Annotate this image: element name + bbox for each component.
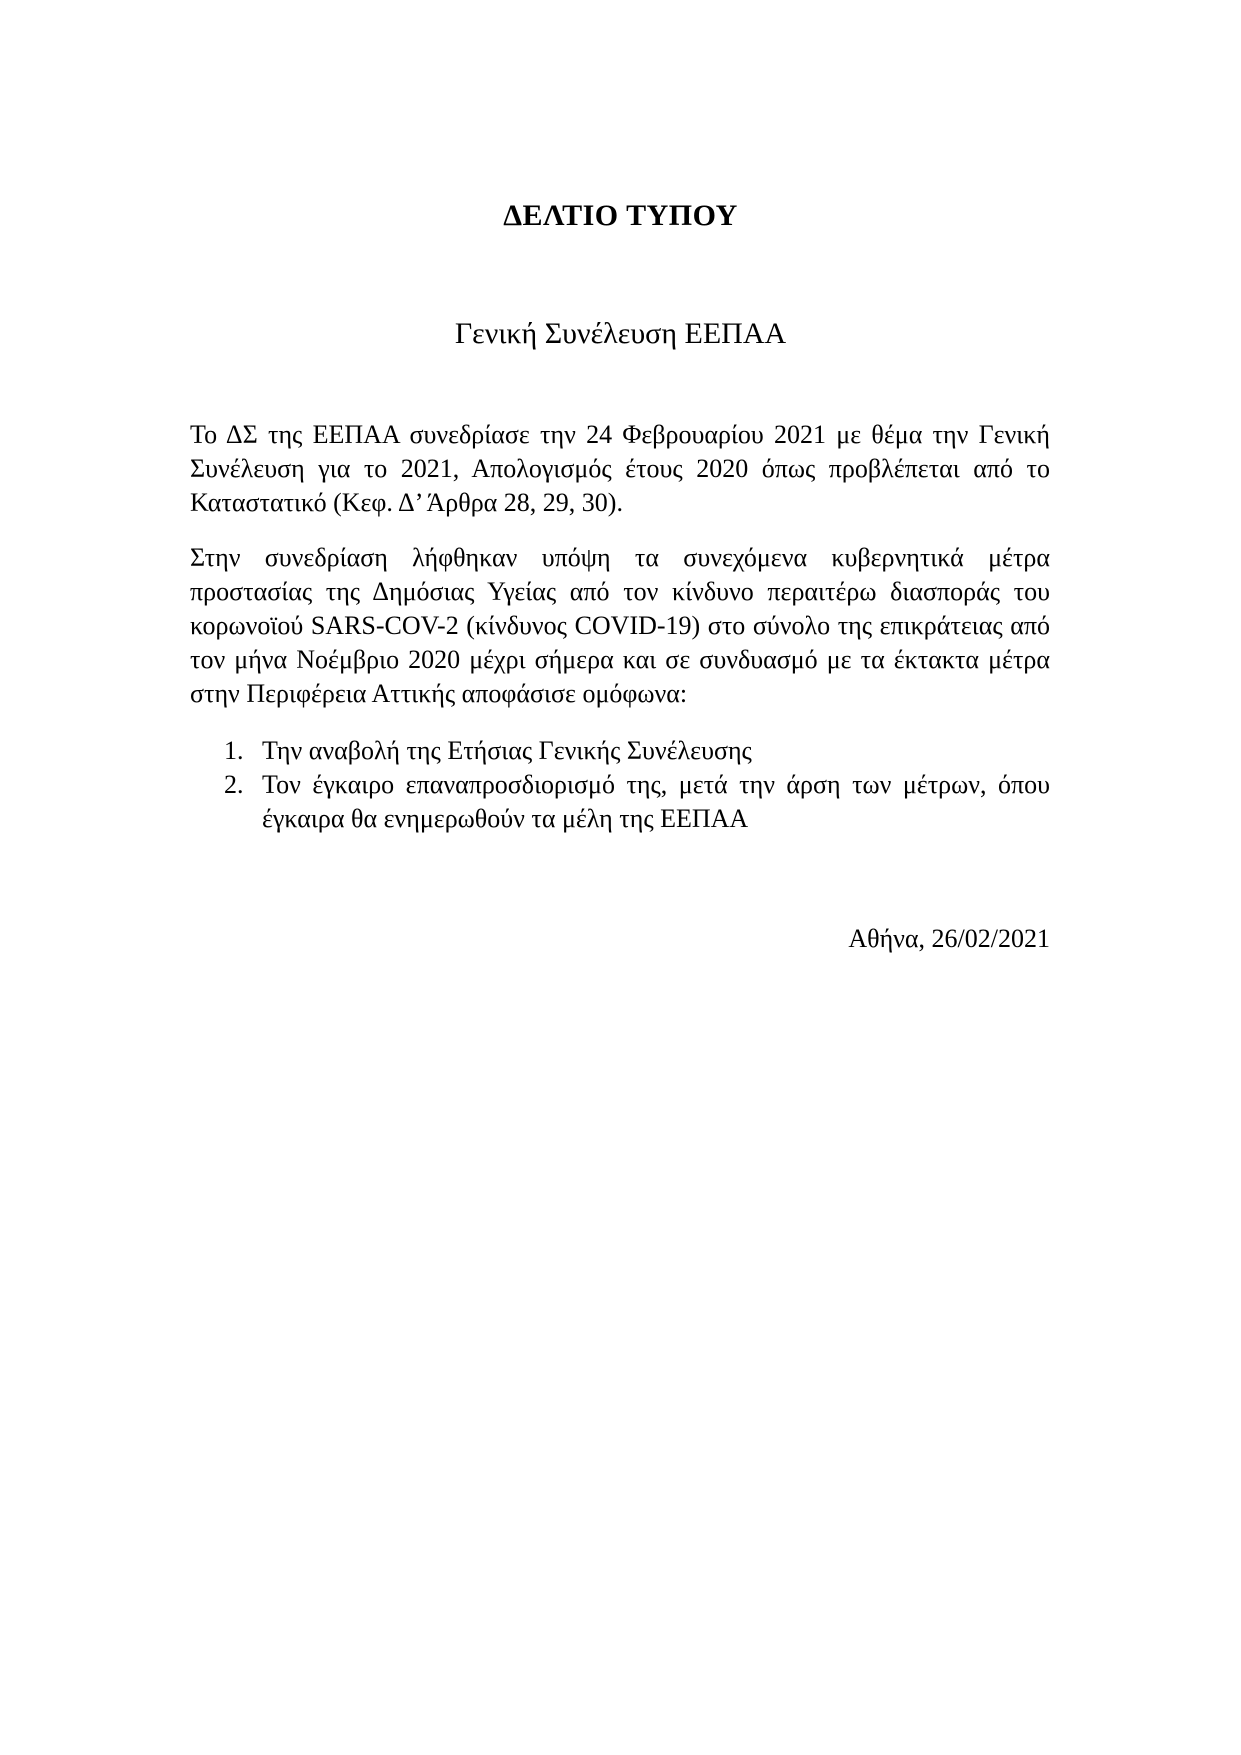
decision-list	[190, 734, 1050, 836]
list-item	[190, 768, 1050, 836]
paragraph-decision: Στην συνεδρίαση λήφθηκαν υπόψη τα συνεχόμενα κυβερνητικά μέτρα προστασίας της Δημόσιας Υγείας από τον κίνδυνο περαιτέρω διασποράς του κορωνοϊού SARS-COV-2 (κίνδυνος COVID-19) στο σύνολο της επικράτειας από τον μήνα Νοέμβριο 2020 μέχρι σήμερα και σε συνδυασμό με τα έκτακτα μέτρα στην Περιφέρεια Αττικής αποφάσισε ομόφωνα:	[190, 543, 1050, 708]
list-item-text: Την αναβολή της Ετήσιας Γενικής Συνέλευσης	[262, 736, 752, 765]
list-item	[190, 734, 1050, 768]
document-title: ΔΕΛΤΙΟ ΤΥΠΟΥ	[503, 199, 738, 232]
paragraph-meeting: Το ΔΣ της ΕΕΠΑΑ συνεδρίασε την 24 Φεβρουαρίου 2021 με θέμα την Γενική Συνέλευση για το 2021, Απολογισμός έτους 2020 όπως προβλέπεται από το Καταστατικό (Κεφ. Δ’ Άρθρα 28, 29, 30).	[190, 420, 1050, 517]
list-item-number: 2.	[224, 770, 244, 799]
document-subtitle: Γενική Συνέλευση ΕΕΠΑΑ	[454, 317, 787, 350]
list-item-number: 1.	[224, 736, 244, 765]
list-item-text: Τον έγκαιρο επαναπροσδιορισμό της, μετά την άρση των μέτρων, όπου έγκαιρα θα ενημερωθούν τα μέλη της ΕΕΠΑΑ	[262, 770, 1050, 833]
date-line: Αθήνα, 26/02/2021	[848, 924, 1050, 953]
